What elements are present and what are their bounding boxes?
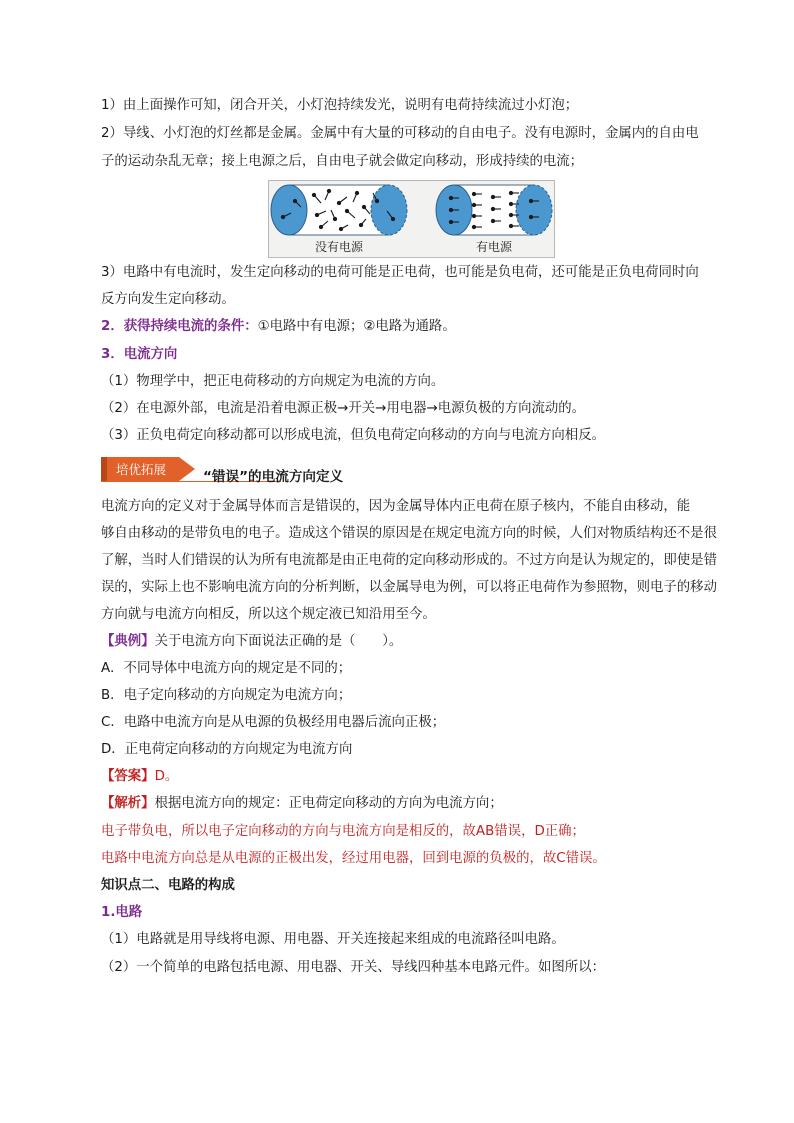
essay-line: 误的，实际上也不影响电流方向的分析判断，以金属导电为例，可以将正电荷作为参照物，则电子的移动 [101,580,717,595]
option-c: C．电路中电流方向是从电源的负极经用电器后流向正极； [101,715,446,730]
electron-flow-figure [268,180,555,258]
analysis-tag: 【解析】 [101,796,155,811]
list-item: （2）一个简单的电路包括电源、用电器、开关、导线四种基本电路元件。如图所以： [101,960,605,975]
list-item: （2）在电源外部，电流是沿着电源正极→开关→用电器→电源负极的方向流动的。 [101,401,586,416]
analysis-line: 电子带负电，所以电子定向移动的方向与电流方向是相反的，故AB错误，D正确； [101,824,585,839]
subsection-heading: 1.电路 [101,905,143,920]
figure-left-label: 没有电源 [314,240,364,254]
electron-flow-illustration [269,181,554,257]
option-a: A．不同导体中电流方向的规定是不同的； [101,661,352,676]
banner-tag [101,455,197,487]
answer-line [101,768,178,786]
essay-line: 电流方向的定义对于金属导体而言是错误的，因为金属导体内正电荷在原子核内，不能自由移动，能 [101,499,691,514]
answer-text: D。 [154,769,179,784]
text-line: 子的运动杂乱无章；接上电源之后，自由电子就会做定向移动，形成持续的电流； [101,154,584,169]
banner-label: 培优拓展 [115,462,167,477]
figure-right-label: 有电源 [475,240,513,254]
answer-tag: 【答案】 [101,769,155,784]
section-heading: 3．电流方向 [101,347,178,362]
list-item: （1）物理学中，把正电荷移动的方向规定为电流的方向。 [101,374,445,389]
example-tag: 【典例】 [101,634,155,649]
analysis-text: 根据电流方向的规定：正电荷定向移动的方向为电流方向； [154,796,503,811]
list-item: （3）正负电荷定向移动都可以形成电流，但负电荷定向移动的方向与电流方向相反。 [101,428,605,443]
banner-title: “错误”的电流方向定义 [203,469,344,485]
text-line: 3）电路中有电流时，发生定向移动的电荷可能是正电荷，也可能是负电荷，还可能是正负电荷同时向 [101,265,699,280]
analysis-line: 电路中电流方向总是从电源的正极出发，经过用电器，回到电源的负极的，故C错误。 [101,851,606,866]
condition-text: ①电路中有电源；②电路为通路。 [257,319,456,334]
text-line: 1）由上面操作可知，闭合开关，小灯泡持续发光，说明有电荷持续流过小灯泡； [101,98,579,113]
condition-label: 2．获得持续电流的条件： [101,319,258,334]
condition-line [101,318,456,336]
essay-line: 够自由移动的是带负电的电子。造成这个错误的原因是在规定电流方向的时候，人们对物质结构还不是很 [101,526,717,541]
example-question [101,633,402,651]
option-d: D．正电荷定向移动的方向规定为电流方向 [101,742,353,757]
essay-line: 方向就与电流方向相反，所以这个规定液已知沿用至今。 [101,607,436,622]
list-item: （1）电路就是用导线将电源、用电器、开关连接起来组成的电流路径叫电路。 [101,932,565,947]
essay-line: 了解，当时人们错误的认为所有电流都是由正电荷的定向移动形成的。不过方向是认为规定的，即使是错 [101,553,717,568]
section-heading: 知识点二、电路的构成 [101,878,235,893]
analysis-line [101,795,503,813]
example-text: 关于电流方向下面说法正确的是（ ）。 [154,634,403,649]
text-line: 反方向发生定向移动。 [101,292,235,307]
option-b: B．电子定向移动的方向规定为电流方向； [101,688,352,703]
text-line: 2）导线、小灯泡的灯丝都是金属。金属中有大量的可移动的自由电子。没有电源时，金属内的自由电 [101,126,699,141]
